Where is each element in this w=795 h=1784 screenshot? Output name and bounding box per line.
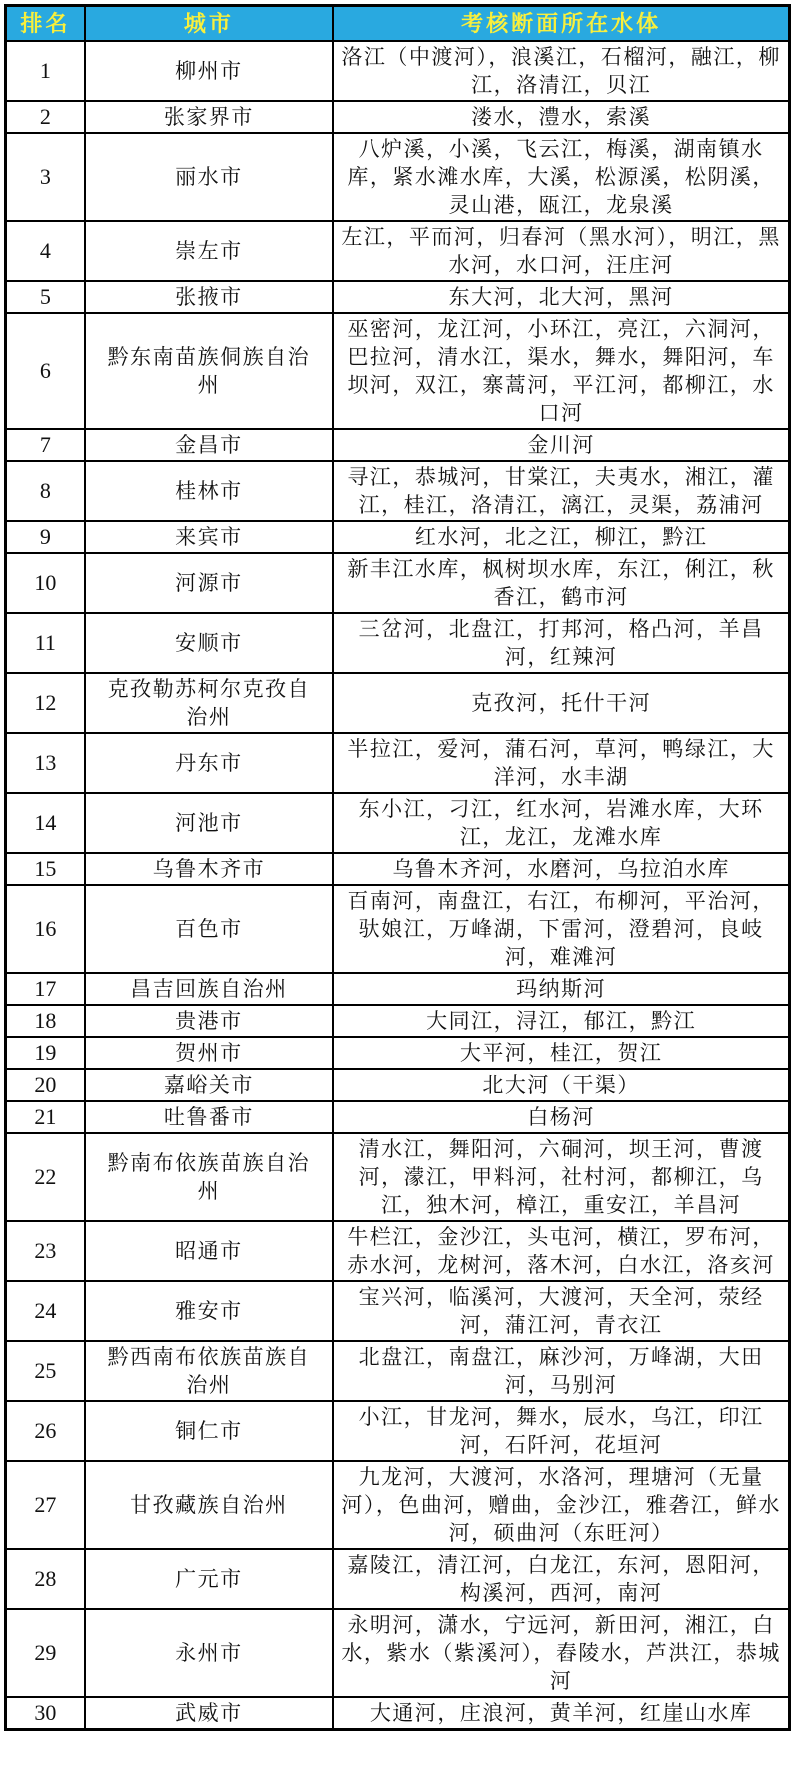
rank-cell: 30 [6, 1697, 85, 1730]
table-row [6, 101, 790, 133]
city-cell: 桂林市 [85, 461, 334, 521]
waters-cell: 八炉溪，小溪，飞云江，梅溪，湖南镇水库，紧水滩水库，大溪，松源溪，松阴溪，灵山港，瓯江，龙泉溪 [333, 133, 789, 221]
waters-cell: 东大河，北大河，黑河 [333, 281, 789, 313]
rank-cell: 9 [6, 521, 85, 553]
table-row [6, 1133, 790, 1221]
rank-cell: 6 [6, 313, 85, 429]
table-row [6, 1697, 790, 1730]
waters-cell: 北大河（干渠） [333, 1069, 789, 1101]
city-cell: 崇左市 [85, 221, 334, 281]
rank-cell: 21 [6, 1101, 85, 1133]
waters-cell: 永明河，潇水，宁远河，新田河，湘江，白水，紫水（紫溪河），舂陵水，芦洪江，恭城河 [333, 1609, 789, 1697]
table-row [6, 1281, 790, 1341]
rank-cell: 25 [6, 1341, 85, 1401]
waters-cell: 红水河，北之江，柳江，黔江 [333, 521, 789, 553]
city-cell: 河源市 [85, 553, 334, 613]
header-waters: 考核断面所在水体 [333, 6, 789, 42]
rank-cell: 27 [6, 1461, 85, 1549]
table-row [6, 885, 790, 973]
water-ranking-table [4, 4, 791, 1731]
table-row [6, 41, 790, 101]
rank-cell: 26 [6, 1401, 85, 1461]
city-cell: 河池市 [85, 793, 334, 853]
rank-cell: 16 [6, 885, 85, 973]
table-row [6, 793, 790, 853]
city-cell: 黔东南苗族侗族自治州 [85, 313, 334, 429]
rank-cell: 28 [6, 1549, 85, 1609]
table-row [6, 1461, 790, 1549]
waters-cell: 克孜河，托什干河 [333, 673, 789, 733]
table-row [6, 853, 790, 885]
waters-cell: 金川河 [333, 429, 789, 461]
city-cell: 贺州市 [85, 1037, 334, 1069]
city-cell: 甘孜藏族自治州 [85, 1461, 334, 1549]
city-cell: 贵港市 [85, 1005, 334, 1037]
table-row [6, 133, 790, 221]
rank-cell: 11 [6, 613, 85, 673]
city-cell: 铜仁市 [85, 1401, 334, 1461]
city-cell: 张掖市 [85, 281, 334, 313]
city-cell: 丽水市 [85, 133, 334, 221]
rank-cell: 1 [6, 41, 85, 101]
header-row [6, 6, 790, 42]
table-row [6, 313, 790, 429]
city-cell: 百色市 [85, 885, 334, 973]
city-cell: 张家界市 [85, 101, 334, 133]
city-cell: 吐鲁番市 [85, 1101, 334, 1133]
city-cell: 丹东市 [85, 733, 334, 793]
city-cell: 昌吉回族自治州 [85, 973, 334, 1005]
waters-cell: 大通河，庄浪河，黄羊河，红崖山水库 [333, 1697, 789, 1730]
table-row [6, 461, 790, 521]
city-cell: 黔西南布依族苗族自治州 [85, 1341, 334, 1401]
waters-cell: 新丰江水库，枫树坝水库，东江，俐江，秋香江，鹤市河 [333, 553, 789, 613]
rank-cell: 8 [6, 461, 85, 521]
city-cell: 嘉峪关市 [85, 1069, 334, 1101]
rank-cell: 2 [6, 101, 85, 133]
rank-cell: 29 [6, 1609, 85, 1697]
city-cell: 安顺市 [85, 613, 334, 673]
city-cell: 乌鲁木齐市 [85, 853, 334, 885]
waters-cell: 小江，甘龙河，舞水，辰水，乌江，印江河，石阡河，花垣河 [333, 1401, 789, 1461]
waters-cell: 三岔河，北盘江，打邦河，格凸河，羊昌河，红辣河 [333, 613, 789, 673]
table-row [6, 281, 790, 313]
table-row [6, 733, 790, 793]
waters-cell: 半拉江，爱河，蒲石河，草河，鸭绿江，大洋河，水丰湖 [333, 733, 789, 793]
table-row [6, 221, 790, 281]
header-rank: 排名 [6, 6, 85, 42]
rank-cell: 13 [6, 733, 85, 793]
table-row [6, 1221, 790, 1281]
rank-cell: 7 [6, 429, 85, 461]
rank-cell: 3 [6, 133, 85, 221]
rank-cell: 5 [6, 281, 85, 313]
waters-cell: 嘉陵江，清江河，白龙江，东河，恩阳河，构溪河，西河，南河 [333, 1549, 789, 1609]
table-row [6, 1341, 790, 1401]
city-cell: 克孜勒苏柯尔克孜自治州 [85, 673, 334, 733]
rank-cell: 15 [6, 853, 85, 885]
rank-cell: 24 [6, 1281, 85, 1341]
waters-cell: 百南河，南盘江，右江，布柳河，平治河，驮娘江，万峰湖，下雷河，澄碧河，良岐河，难滩河 [333, 885, 789, 973]
waters-cell: 白杨河 [333, 1101, 789, 1133]
table-row [6, 673, 790, 733]
table-row [6, 429, 790, 461]
rank-cell: 18 [6, 1005, 85, 1037]
rank-cell: 14 [6, 793, 85, 853]
table-row [6, 973, 790, 1005]
table-row [6, 613, 790, 673]
city-cell: 雅安市 [85, 1281, 334, 1341]
waters-cell: 九龙河，大渡河，水洛河，理塘河（无量河），色曲河，赠曲，金沙江，雅砻江，鲜水河，硕曲河（东旺河） [333, 1461, 789, 1549]
city-cell: 金昌市 [85, 429, 334, 461]
city-cell: 永州市 [85, 1609, 334, 1697]
waters-cell: 洛江（中渡河），浪溪江，石榴河，融江，柳江，洛清江，贝江 [333, 41, 789, 101]
table-row [6, 1401, 790, 1461]
waters-cell: 乌鲁木齐河，水磨河，乌拉泊水库 [333, 853, 789, 885]
waters-cell: 宝兴河，临溪河，大渡河，天全河，荥经河，蒲江河，青衣江 [333, 1281, 789, 1341]
rank-cell: 4 [6, 221, 85, 281]
waters-cell: 大同江，浔江，郁江，黔江 [333, 1005, 789, 1037]
table-row [6, 1101, 790, 1133]
rank-cell: 17 [6, 973, 85, 1005]
table-row [6, 1005, 790, 1037]
waters-cell: 清水江，舞阳河，六硐河，坝王河，曹渡河，濛江，甲料河，社村河，都柳江，乌江，独木河，樟江，重安江，羊昌河 [333, 1133, 789, 1221]
table-row [6, 1069, 790, 1101]
rank-cell: 20 [6, 1069, 85, 1101]
table-row [6, 521, 790, 553]
city-cell: 昭通市 [85, 1221, 334, 1281]
city-cell: 黔南布依族苗族自治州 [85, 1133, 334, 1221]
table-row [6, 1609, 790, 1697]
waters-cell: 寻江，恭城河，甘棠江，夫夷水，湘江，灌江，桂江，洛清江，漓江，灵渠，荔浦河 [333, 461, 789, 521]
waters-cell: 左江，平而河，归春河（黑水河），明江，黑水河，水口河，汪庄河 [333, 221, 789, 281]
rank-cell: 19 [6, 1037, 85, 1069]
city-cell: 柳州市 [85, 41, 334, 101]
waters-cell: 玛纳斯河 [333, 973, 789, 1005]
city-cell: 武威市 [85, 1697, 334, 1730]
table-row [6, 1549, 790, 1609]
table-row [6, 1037, 790, 1069]
city-cell: 来宾市 [85, 521, 334, 553]
waters-cell: 溇水，澧水，索溪 [333, 101, 789, 133]
waters-cell: 大平河，桂江，贺江 [333, 1037, 789, 1069]
table-row [6, 553, 790, 613]
rank-cell: 23 [6, 1221, 85, 1281]
rank-cell: 10 [6, 553, 85, 613]
waters-cell: 东小江，刁江，红水河，岩滩水库，大环江，龙江，龙滩水库 [333, 793, 789, 853]
waters-cell: 巫密河，龙江河，小环江，亮江，六洞河，巴拉河，清水江，渠水，舞水，舞阳河，车坝河，双江，寨蒿河，平江河，都柳江，水口河 [333, 313, 789, 429]
city-cell: 广元市 [85, 1549, 334, 1609]
waters-cell: 牛栏江，金沙江，头屯河，横江，罗布河，赤水河，龙树河，落木河，白水江，洛亥河 [333, 1221, 789, 1281]
header-city: 城市 [85, 6, 334, 42]
waters-cell: 北盘江，南盘江，麻沙河，万峰湖，大田河，马别河 [333, 1341, 789, 1401]
rank-cell: 22 [6, 1133, 85, 1221]
rank-cell: 12 [6, 673, 85, 733]
